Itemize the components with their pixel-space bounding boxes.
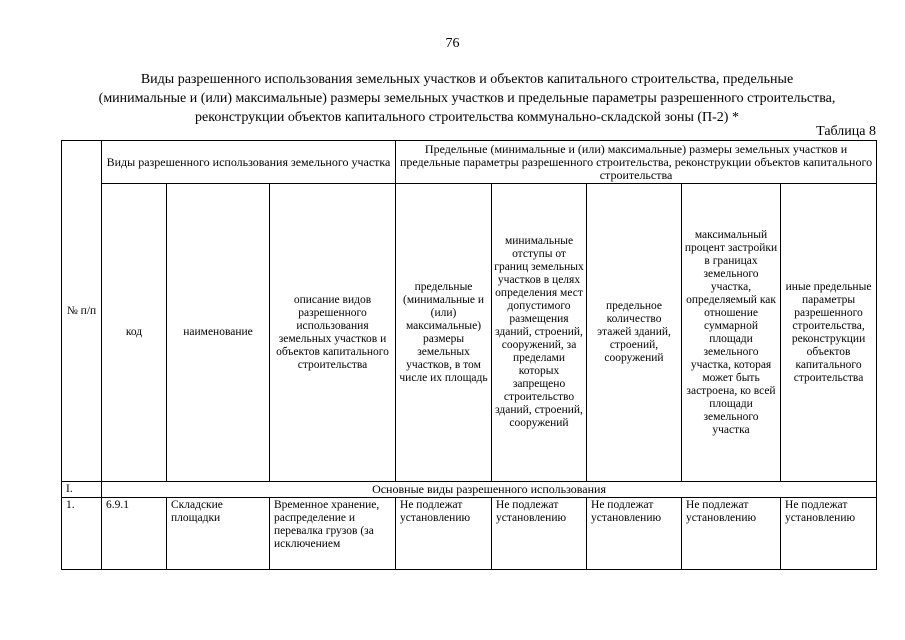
table-label: Таблица 8	[816, 124, 876, 139]
row-floors: Не подлежат установлению	[587, 498, 682, 570]
row-coverage: Не подлежат установлению	[682, 498, 781, 570]
header-name: наименование	[167, 184, 270, 482]
header-group-limits: Предельные (минимальные и (или) максимальные) размеры земельных участков и предельные параметры разрешенного строительства, реконструкции объектов капитального строительства	[396, 141, 877, 184]
document-heading	[62, 70, 872, 127]
header-code: код	[102, 184, 167, 482]
header-description: описание видов разрешенного использования земельных участков и объектов капитального строительства	[270, 184, 396, 482]
header-sizes: предельные (минимальные и (или) максимальные) размеры земельных участков, в том числе их площадь	[396, 184, 492, 482]
row-description: Временное хранение, распределение и перевалка грузов (за исключением	[270, 498, 396, 570]
header-num: № п/п	[62, 141, 102, 482]
row-setbacks: Не подлежат установлению	[492, 498, 587, 570]
section-title: Основные виды разрешенного использования	[102, 482, 877, 498]
page-number: 76	[445, 36, 460, 51]
row-code: 6.9.1	[102, 498, 167, 570]
heading-line-2: (минимальные и (или) максимальные) размеры земельных участков и предельные параметры разрешенного строительства,	[98, 91, 836, 106]
header-setbacks: минимальные отступы от границ земельных участков в целях определения мест допустимого размещения зданий, строений, сооружений, за пределами которых запрещено строительство зданий, строений, сооружений	[492, 184, 587, 482]
row-other: Не подлежат установлению	[781, 498, 877, 570]
heading-line-1: Виды разрешенного использования земельных участков и объектов капитального строительства, предельные	[140, 72, 794, 87]
row-num: 1.	[62, 498, 102, 570]
table-row	[62, 498, 877, 570]
zoning-table	[61, 140, 877, 570]
header-group-uses: Виды разрешенного использования земельного участка	[102, 141, 396, 184]
heading-line-3: реконструкции объектов капитального строительства коммунально-складской зоны (П-2) *	[195, 110, 739, 125]
header-coverage: максимальный процент застройки в границах земельного участка, определяемый как отношение суммарной площади земельного участка, которая может быть застроена, ко всей площади земельного участка	[682, 184, 781, 482]
header-other: иные предельные параметры разрешенного строительства, реконструкции объектов капитального строительства	[781, 184, 877, 482]
header-floors: предельное количество этажей зданий, строений, сооружений	[587, 184, 682, 482]
section-num: I.	[62, 482, 102, 498]
row-name: Складские площадки	[167, 498, 270, 570]
row-sizes: Не подлежат установлению	[396, 498, 492, 570]
